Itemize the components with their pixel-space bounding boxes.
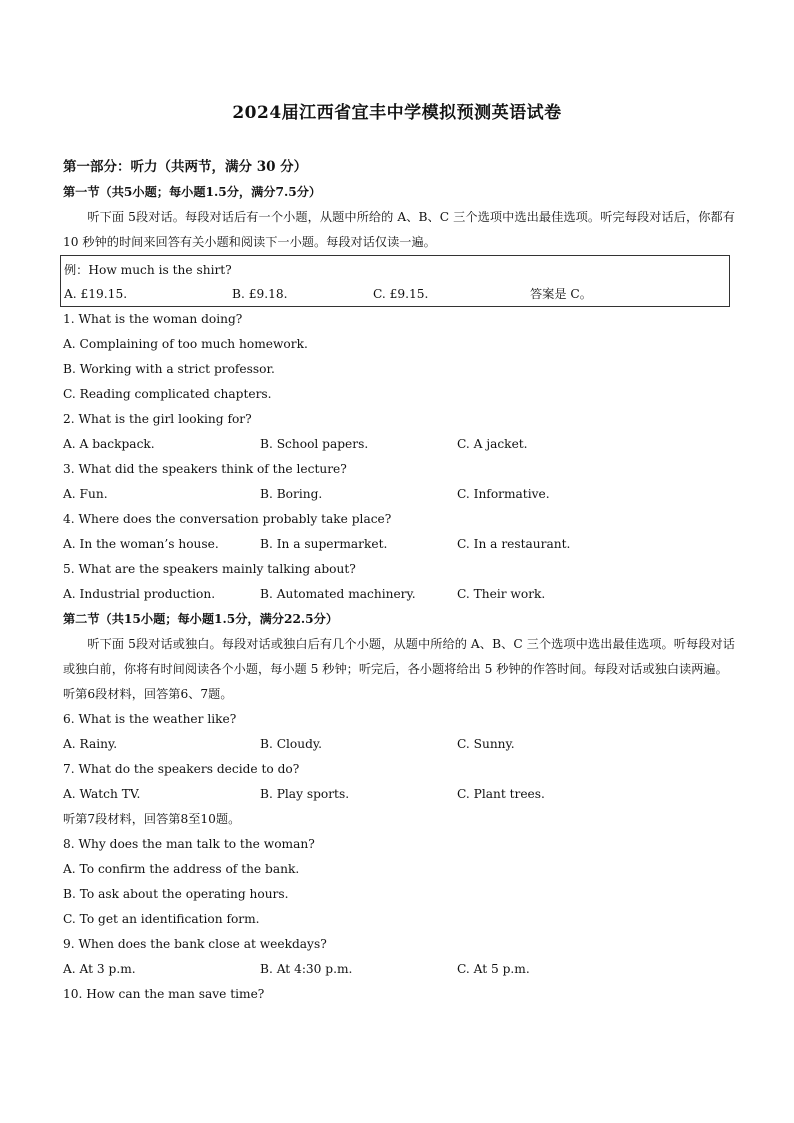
question-3-stem: 3. What did the speakers think of the lecture?: [63, 462, 347, 476]
question-2-option-b: B. School papers.: [260, 437, 369, 451]
exam-content: [63, 155, 735, 1007]
question-1-option-b: B. Working with a strict professor.: [63, 362, 275, 376]
question-3-options: [63, 482, 735, 507]
section1-instructions: 听下面 5段对话。每段对话后有一个小题，从题中所给的 A、B、C 三个选项中选出最佳选项。听完每段对话后，你都有 10 秒钟的时间来回答有关小题和阅读下一小题。每段对话仅读一遍。: [63, 210, 735, 249]
question-10-stem: 10. How can the man save time?: [63, 987, 265, 1001]
question-4-options: [63, 532, 735, 557]
question-1-option-a: A. Complaining of too much homework.: [63, 337, 308, 351]
question-4-option-a: A. In the woman’s house.: [63, 537, 219, 551]
question-2-option-c: C. A jacket.: [457, 437, 528, 451]
example-option-b: B. £9.18.: [232, 287, 288, 301]
part1-heading: 第一部分：听力（共两节，满分 30 分）: [63, 159, 308, 175]
example-option-c: C. £9.15.: [373, 287, 429, 301]
example-question: 例：How much is the shirt?: [64, 263, 232, 277]
question-4-stem: 4. Where does the conversation probably take place?: [63, 512, 392, 526]
question-6-option-b: B. Cloudy.: [260, 737, 323, 751]
question-2-options: [63, 432, 735, 457]
section1-heading: 第一节（共5小题；每小题1.5分，满分7.5分）: [63, 185, 322, 199]
question-3-option-a: A. Fun.: [63, 487, 108, 501]
question-9-option-b: B. At 4:30 p.m.: [260, 962, 353, 976]
question-1-option-c: C. Reading complicated chapters.: [63, 387, 272, 401]
question-7-options: [63, 782, 735, 807]
question-7-stem: 7. What do the speakers decide to do?: [63, 762, 300, 776]
question-5-stem: 5. What are the speakers mainly talking about?: [63, 562, 356, 576]
question-5-option-a: A. Industrial production.: [63, 587, 216, 601]
question-6-stem: 6. What is the weather like?: [63, 712, 237, 726]
page-title: 2024届江西省宜丰中学模拟预测英语试卷: [232, 103, 562, 123]
question-3-option-c: C. Informative.: [457, 487, 550, 501]
material-7-note: 听第7段材料，回答第8至10题。: [63, 812, 241, 826]
example-options: [64, 282, 726, 306]
question-9-options: [63, 957, 735, 982]
question-2-stem: 2. What is the girl looking for?: [63, 412, 252, 426]
question-9-option-c: C. At 5 p.m.: [457, 962, 530, 976]
question-4-option-c: C. In a restaurant.: [457, 537, 571, 551]
example-option-a: A. £19.15.: [64, 287, 128, 301]
question-7-option-a: A. Watch TV.: [63, 787, 141, 801]
question-5-options: [63, 582, 735, 607]
question-9-option-a: A. At 3 p.m.: [63, 962, 136, 976]
example-answer: 答案是 C。: [530, 287, 592, 301]
question-8-option-b: B. To ask about the operating hours.: [63, 887, 289, 901]
question-4-option-b: B. In a supermarket.: [260, 537, 388, 551]
material-6-note: 听第6段材料，回答第6、7题。: [63, 687, 233, 701]
question-7-option-b: B. Play sports.: [260, 787, 350, 801]
question-8-option-c: C. To get an identification form.: [63, 912, 260, 926]
question-6-option-c: C. Sunny.: [457, 737, 515, 751]
question-1-stem: 1. What is the woman doing?: [63, 312, 243, 326]
question-8-stem: 8. Why does the man talk to the woman?: [63, 837, 315, 851]
section2-instructions: 听下面 5段对话或独白。每段对话或独白后有几个小题，从题中所给的 A、B、C 三个选项中选出最佳选项。听每段对话或独白前，你将有时间阅读各个小题，每小题 5 秒钟；听完后，各小题将给出 5 秒钟的作答时间。每段对话或独白读两遍。: [63, 637, 735, 676]
question-7-option-c: C. Plant trees.: [457, 787, 545, 801]
question-6-option-a: A. Rainy.: [63, 737, 118, 751]
section2-heading: 第二节（共15小题；每小题1.5分，满分22.5分）: [63, 612, 339, 626]
question-3-option-b: B. Boring.: [260, 487, 323, 501]
question-5-option-c: C. Their work.: [457, 587, 546, 601]
question-8-option-a: A. To confirm the address of the bank.: [63, 862, 300, 876]
question-5-option-b: B. Automated machinery.: [260, 587, 416, 601]
example-box: [60, 255, 730, 307]
question-2-option-a: A. A backpack.: [63, 437, 155, 451]
question-6-options: [63, 732, 735, 757]
question-9-stem: 9. When does the bank close at weekdays?: [63, 937, 327, 951]
